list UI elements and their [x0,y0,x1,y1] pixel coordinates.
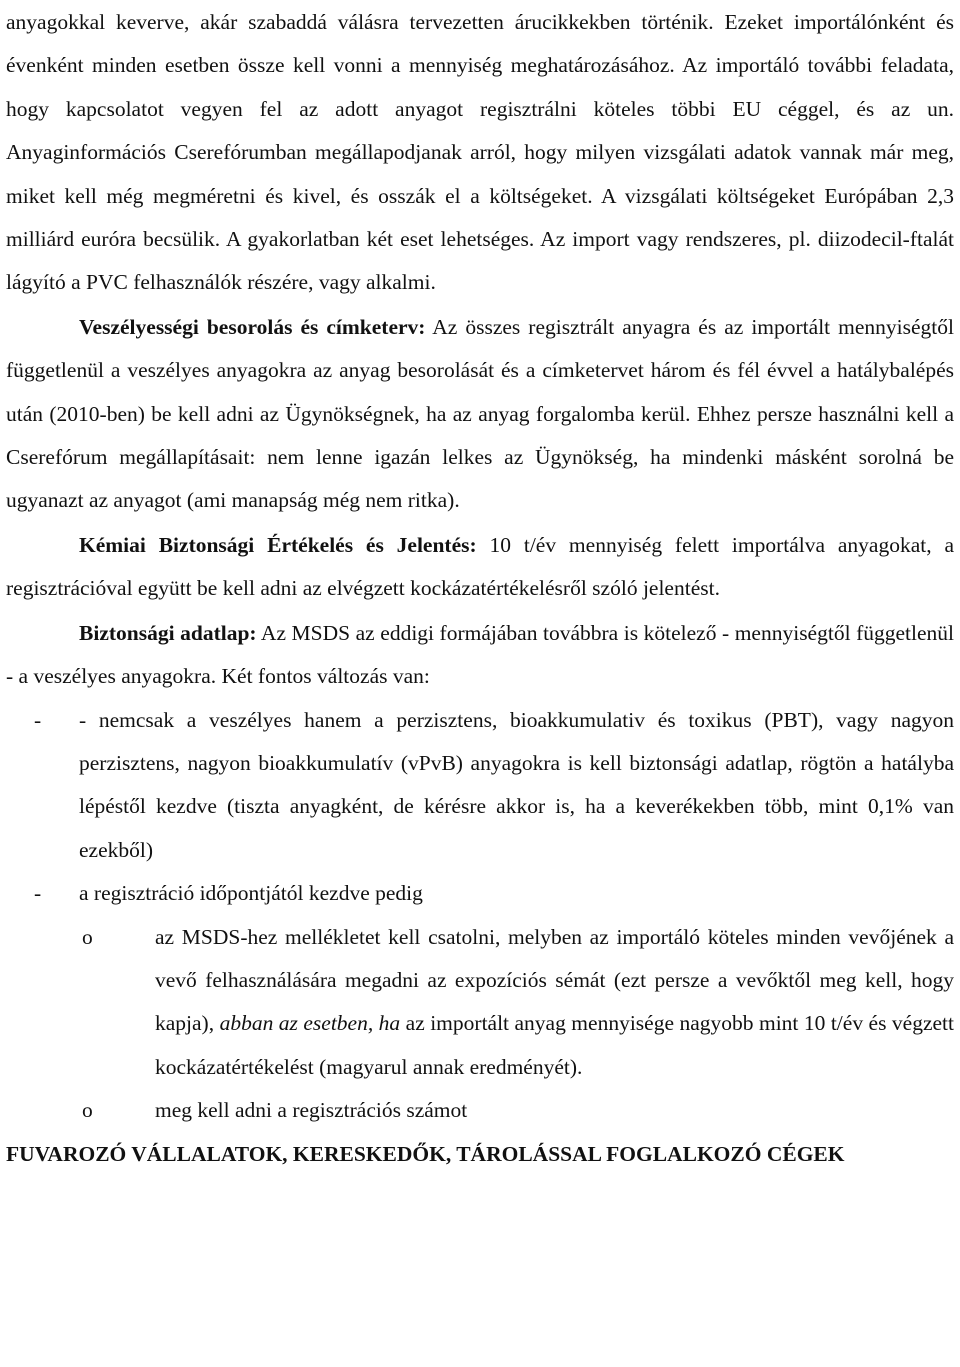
sub-list-item-text: az MSDS-hez mellékletet kell csatolni, melyben az importáló köteles minden vevőjének a vevő felhasználására megadni az expozíciós sémát (ezt persze a vevőktől meg kell, hogy kapja), [155,924,954,1036]
paragraph-safety-data-sheet [6,611,954,699]
text-safety-data-sheet: Az MSDS az eddigi formájában továbbra is kötelező - mennyiségtől függetlenül - a veszélyes anyagokra. Két fontos változás van: [6,620,955,689]
sub-list-item-text: meg kell adni a regisztrációs számot [155,1098,468,1123]
dash-bullet-marker: - [34,881,42,906]
sub-list-item-text-after: az importált anyag mennyisége nagyobb mint 10 t/év és végzett kockázatértékelést (magyarul annak eredményét). [155,1011,954,1079]
circle-bullet-marker: o [82,1098,93,1123]
sub-list-item [6,916,954,1090]
sub-list-item-italic-text: abban az esetben, ha [219,1011,401,1036]
paragraph-hazard-classification [6,305,954,523]
text-chemical-safety-report: 10 t/év mennyiség felett importálva anyagokat, a regisztrációval együtt be kell adni az elvégzett kockázatértékelésről szóló jelentést. [6,532,955,601]
sub-list-item [6,1089,954,1132]
dash-bullet-marker: - [34,707,42,732]
list-item [6,872,954,915]
text-hazard-classification: Az összes regisztrált anyagra és az importált mennyiségtől függetlenül a veszélyes anyagokra az anyag besorolását és a címketervet három és fél évvel a hatálybalépés után (2010-ben) be kell adni az Ügynökségnek, ha az anyag forgalomba kerül. Ehhez persze használni kell a Cserefórum megállapításait: nem lenne igazán lelkes az Ügynökség, ha mindenki másként sorolná be ugyanazt az anyagot (ami manapság még nem ritka). [6,314,954,513]
circle-bullet-marker: o [82,924,93,949]
heading-safety-data-sheet: Biztonsági adatlap: [79,620,257,645]
list-item-text: a regisztráció időpontjától kezdve pedig [79,881,423,906]
section-heading-carriers: FUVAROZÓ VÁLLALATOK, KERESKEDŐK, TÁROLÁSSAL FOGLALKOZÓ CÉGEK [6,1141,845,1166]
heading-chemical-safety-report: Kémiai Biztonsági Értékelés és Jelentés: [79,532,477,557]
list-item-text: - nemcsak a veszélyes hanem a perzisztens, bioakkumulativ és toxikus (PBT), vagy nagyon perzisztens, nagyon bioakkumulatív (vPvB) anyagokra is kell biztonsági adatlap, rögtön a hatályba lépéstől kezdve (tiszta anyagként, de kérésre akkor is, ha a keverékekben több, mint 0,1% van ezekből) [79,707,954,862]
heading-hazard-classification: Veszélyességi besorolás és címketerv: [79,314,426,339]
paragraph-import-summary: anyagokkal keverve, akár szabaddá válásra tervezetten árucikkekben történik. Ezeket importálónként és évenként minden esetben össze kell vonni a mennyiség meghatározásához. Az importáló további feladata, hogy kapcsolatot vegyen fel az adott anyagot regisztrálni köteles többi EU céggel, és az un. Anyaginformációs Cserefórumban megállapodjanak arról, hogy milyen vizsgálati adatok vannak már meg, miket kell még megméretni és kivel, és osszák el a költségeket. A vizsgálati költségeket Európában 2,3 milliárd euróra becsülik. A gyakorlatban két eset lehetséges. Az import vagy rendszeres, pl. diizodecil-ftalát lágyító a PVC felhasználók részére, vagy alkalmi. [6,10,954,295]
document-page [6,0,954,1176]
list-item [6,699,954,873]
paragraph-chemical-safety-report [6,523,954,611]
